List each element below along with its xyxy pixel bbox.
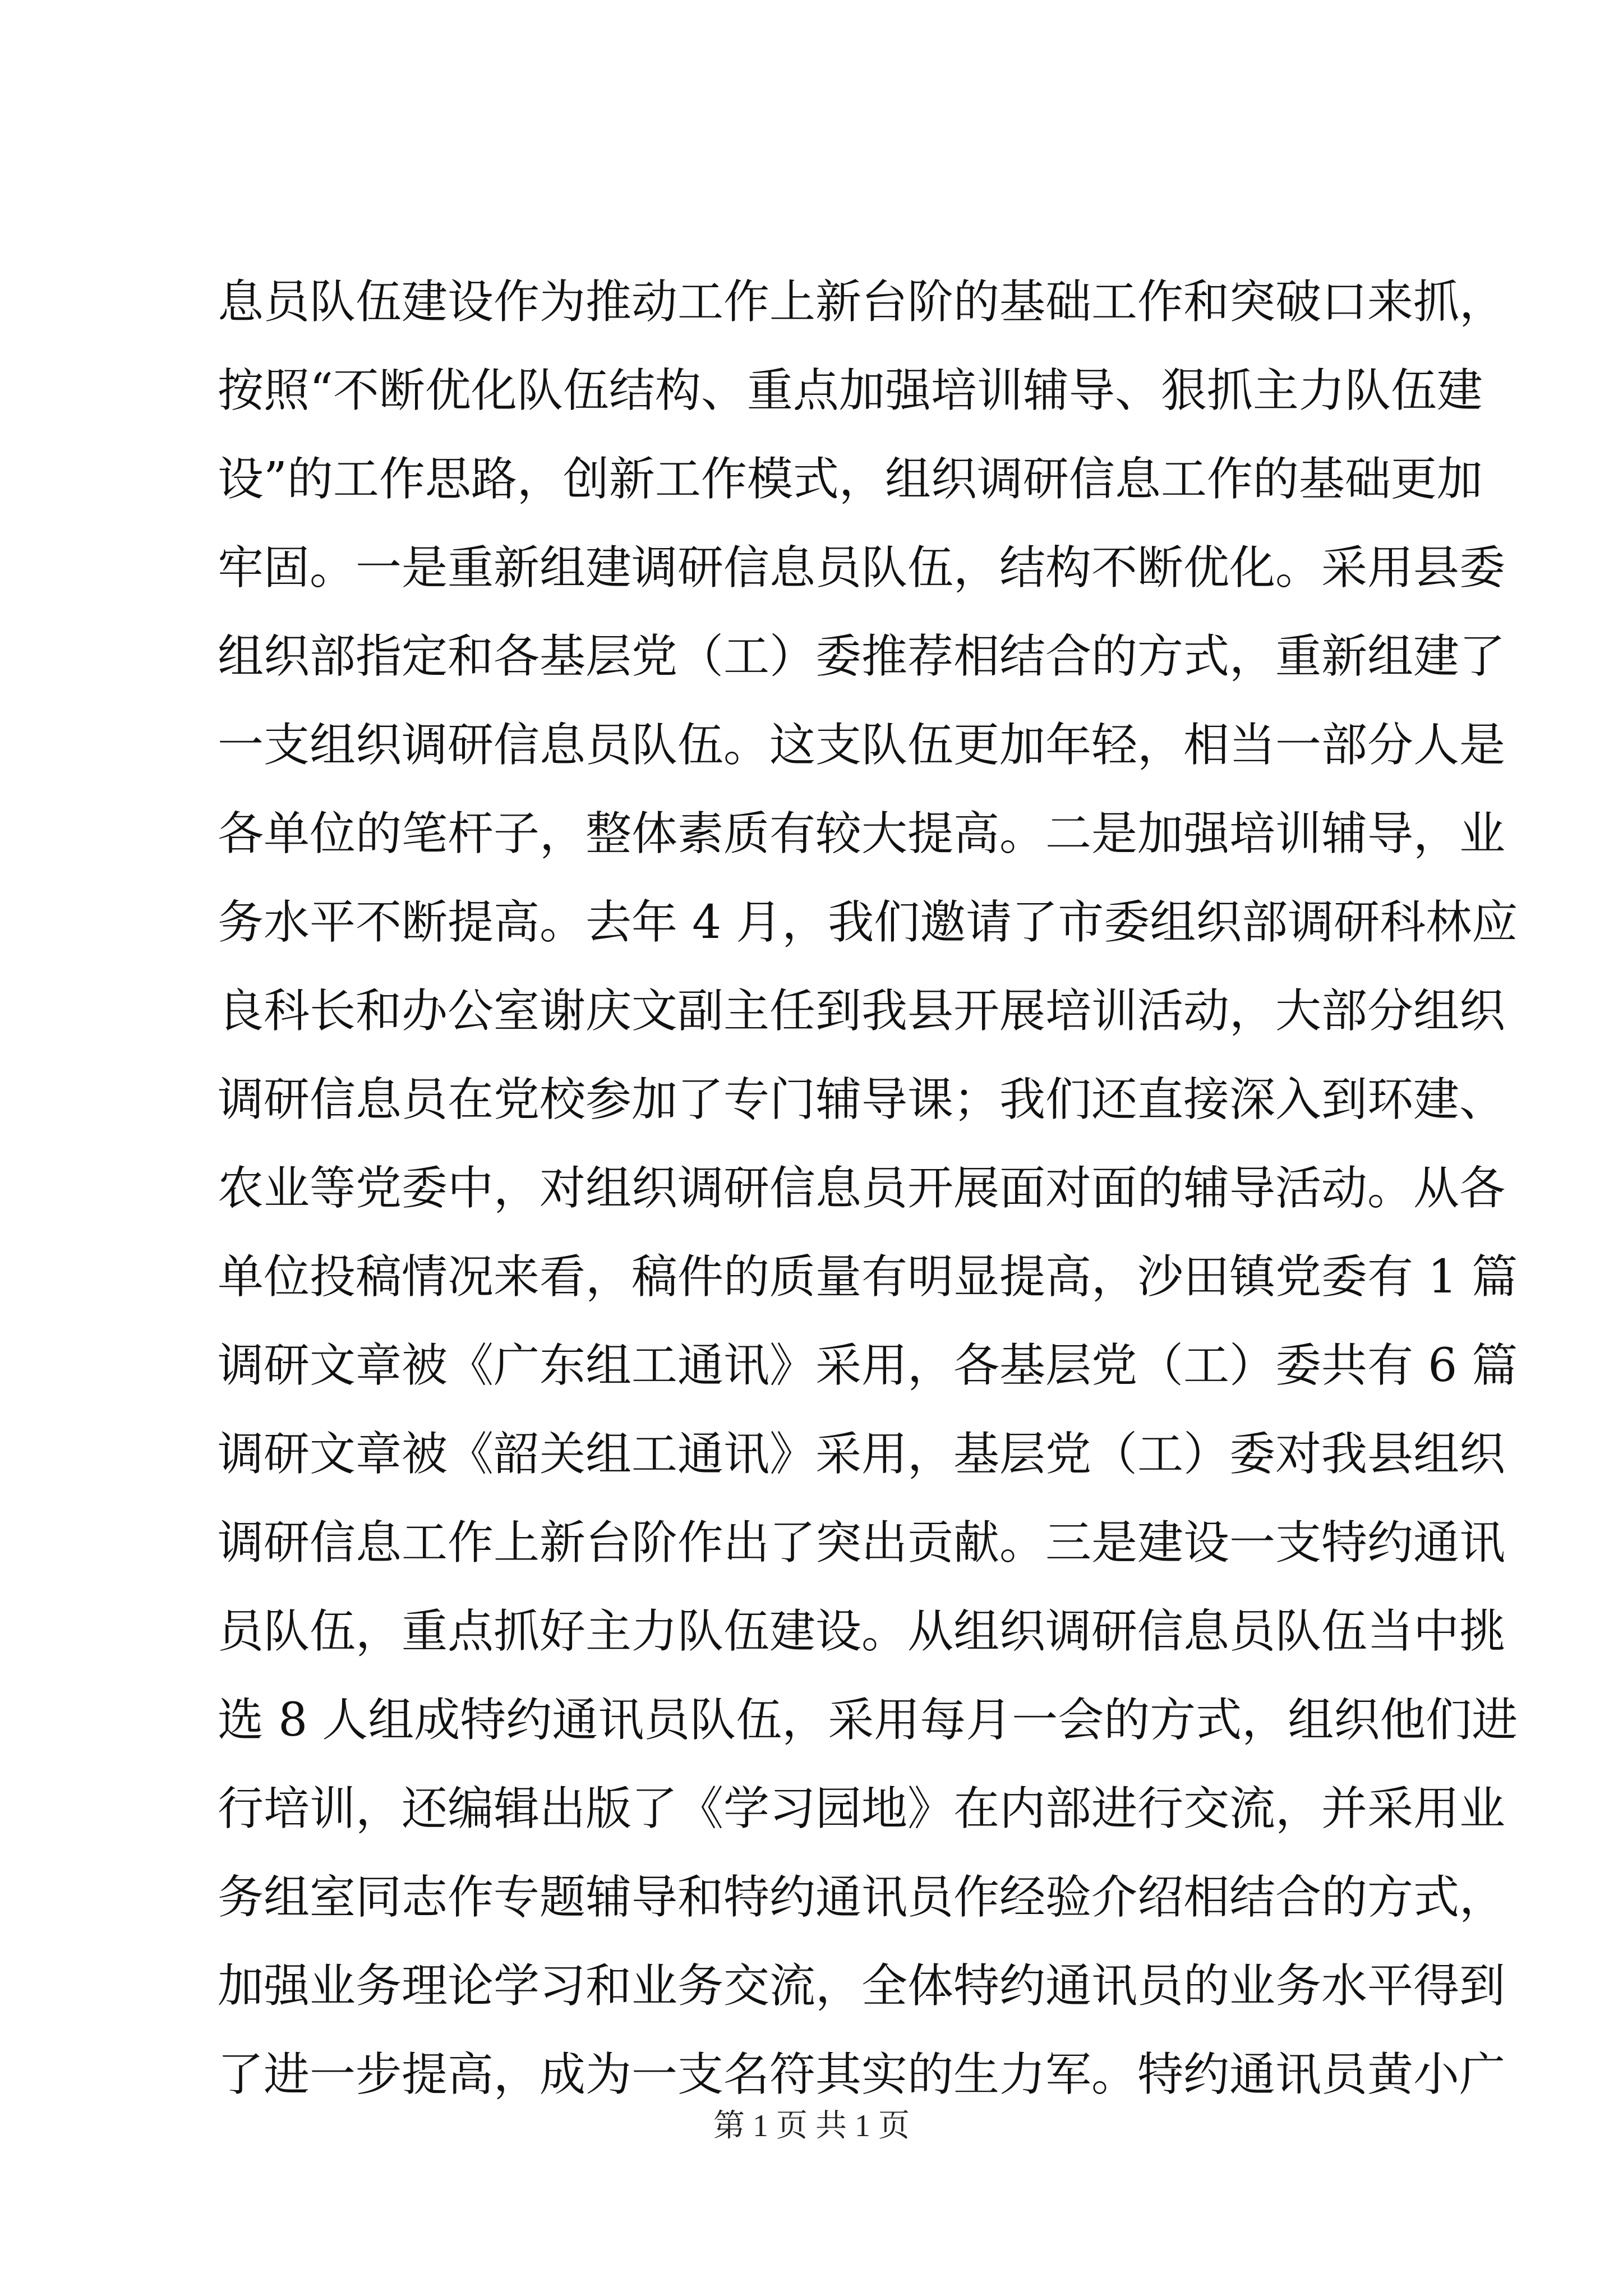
text-line: 调研文章被《韶关组工通讯》采用，基层党（工）委对我县组织 [218, 1428, 1506, 1481]
body-paragraph [218, 258, 1518, 2119]
text-line: 员队伍，重点抓好主力队伍建设。从组织调研信息员队伍当中挑 [218, 1605, 1506, 1658]
text-line: 一支组织调研信息员队伍。这支队伍更加年轻，相当一部分人是 [218, 719, 1506, 772]
text-line: 调研信息员在党校参加了专门辅导课；我们还直接深入到环建、 [218, 1073, 1506, 1126]
text-line: 各单位的笔杆子，整体素质有较大提高。二是加强培训辅导，业 [218, 807, 1506, 861]
text-line: 设”的工作思路，创新工作模式，组织调研信息工作的基础更加 [218, 453, 1483, 506]
text-line: 按照“不断优化队伍结构、重点加强培训辅导、狠抓主力队伍建 [218, 364, 1483, 417]
text-line: 务水平不断提高。去年 4 月，我们邀请了市委组织部调研科林应 [218, 896, 1518, 949]
text-line: 选 8 人组成特约通讯员队伍，采用每月一会的方式，组织他们进 [218, 1694, 1518, 1747]
text-line: 了进一步提高，成为一支名符其实的生力军。特约通讯员黄小广 [218, 2048, 1506, 2101]
text-line: 调研信息工作上新台阶作出了突出贡献。三是建设一支特约通讯 [218, 1516, 1506, 1570]
text-line: 加强业务理论学习和业务交流，全体特约通讯员的业务水平得到 [218, 1959, 1506, 2013]
text-line: 牢固。一是重新组建调研信息员队伍，结构不断优化。采用县委 [218, 541, 1506, 595]
text-line: 良科长和办公室谢庆文副主任到我县开展培训活动，大部分组织 [218, 984, 1506, 1038]
text-line: 组织部指定和各基层党（工）委推荐相结合的方式，重新组建了 [218, 630, 1506, 683]
text-line: 息员队伍建设作为推动工作上新台阶的基础工作和突破口来抓， [218, 275, 1506, 329]
text-line: 行培训，还编辑出版了《学习园地》在内部进行交流，并采用业 [218, 1782, 1506, 1835]
text-line: 单位投稿情况来看，稿件的质量有明显提高，沙田镇党委有 1 篇 [218, 1250, 1518, 1304]
text-line: 农业等党委中，对组织调研信息员开展面对面的辅导活动。从各 [218, 1162, 1506, 1215]
text-line: 调研文章被《广东组工通讯》采用，各基层党（工）委共有 6 篇 [218, 1339, 1518, 1392]
page-footer: 第 1 页 共 1 页 [713, 2109, 910, 2143]
text-line: 务组室同志作专题辅导和特约通讯员作经验介绍相结合的方式， [218, 1871, 1506, 1924]
